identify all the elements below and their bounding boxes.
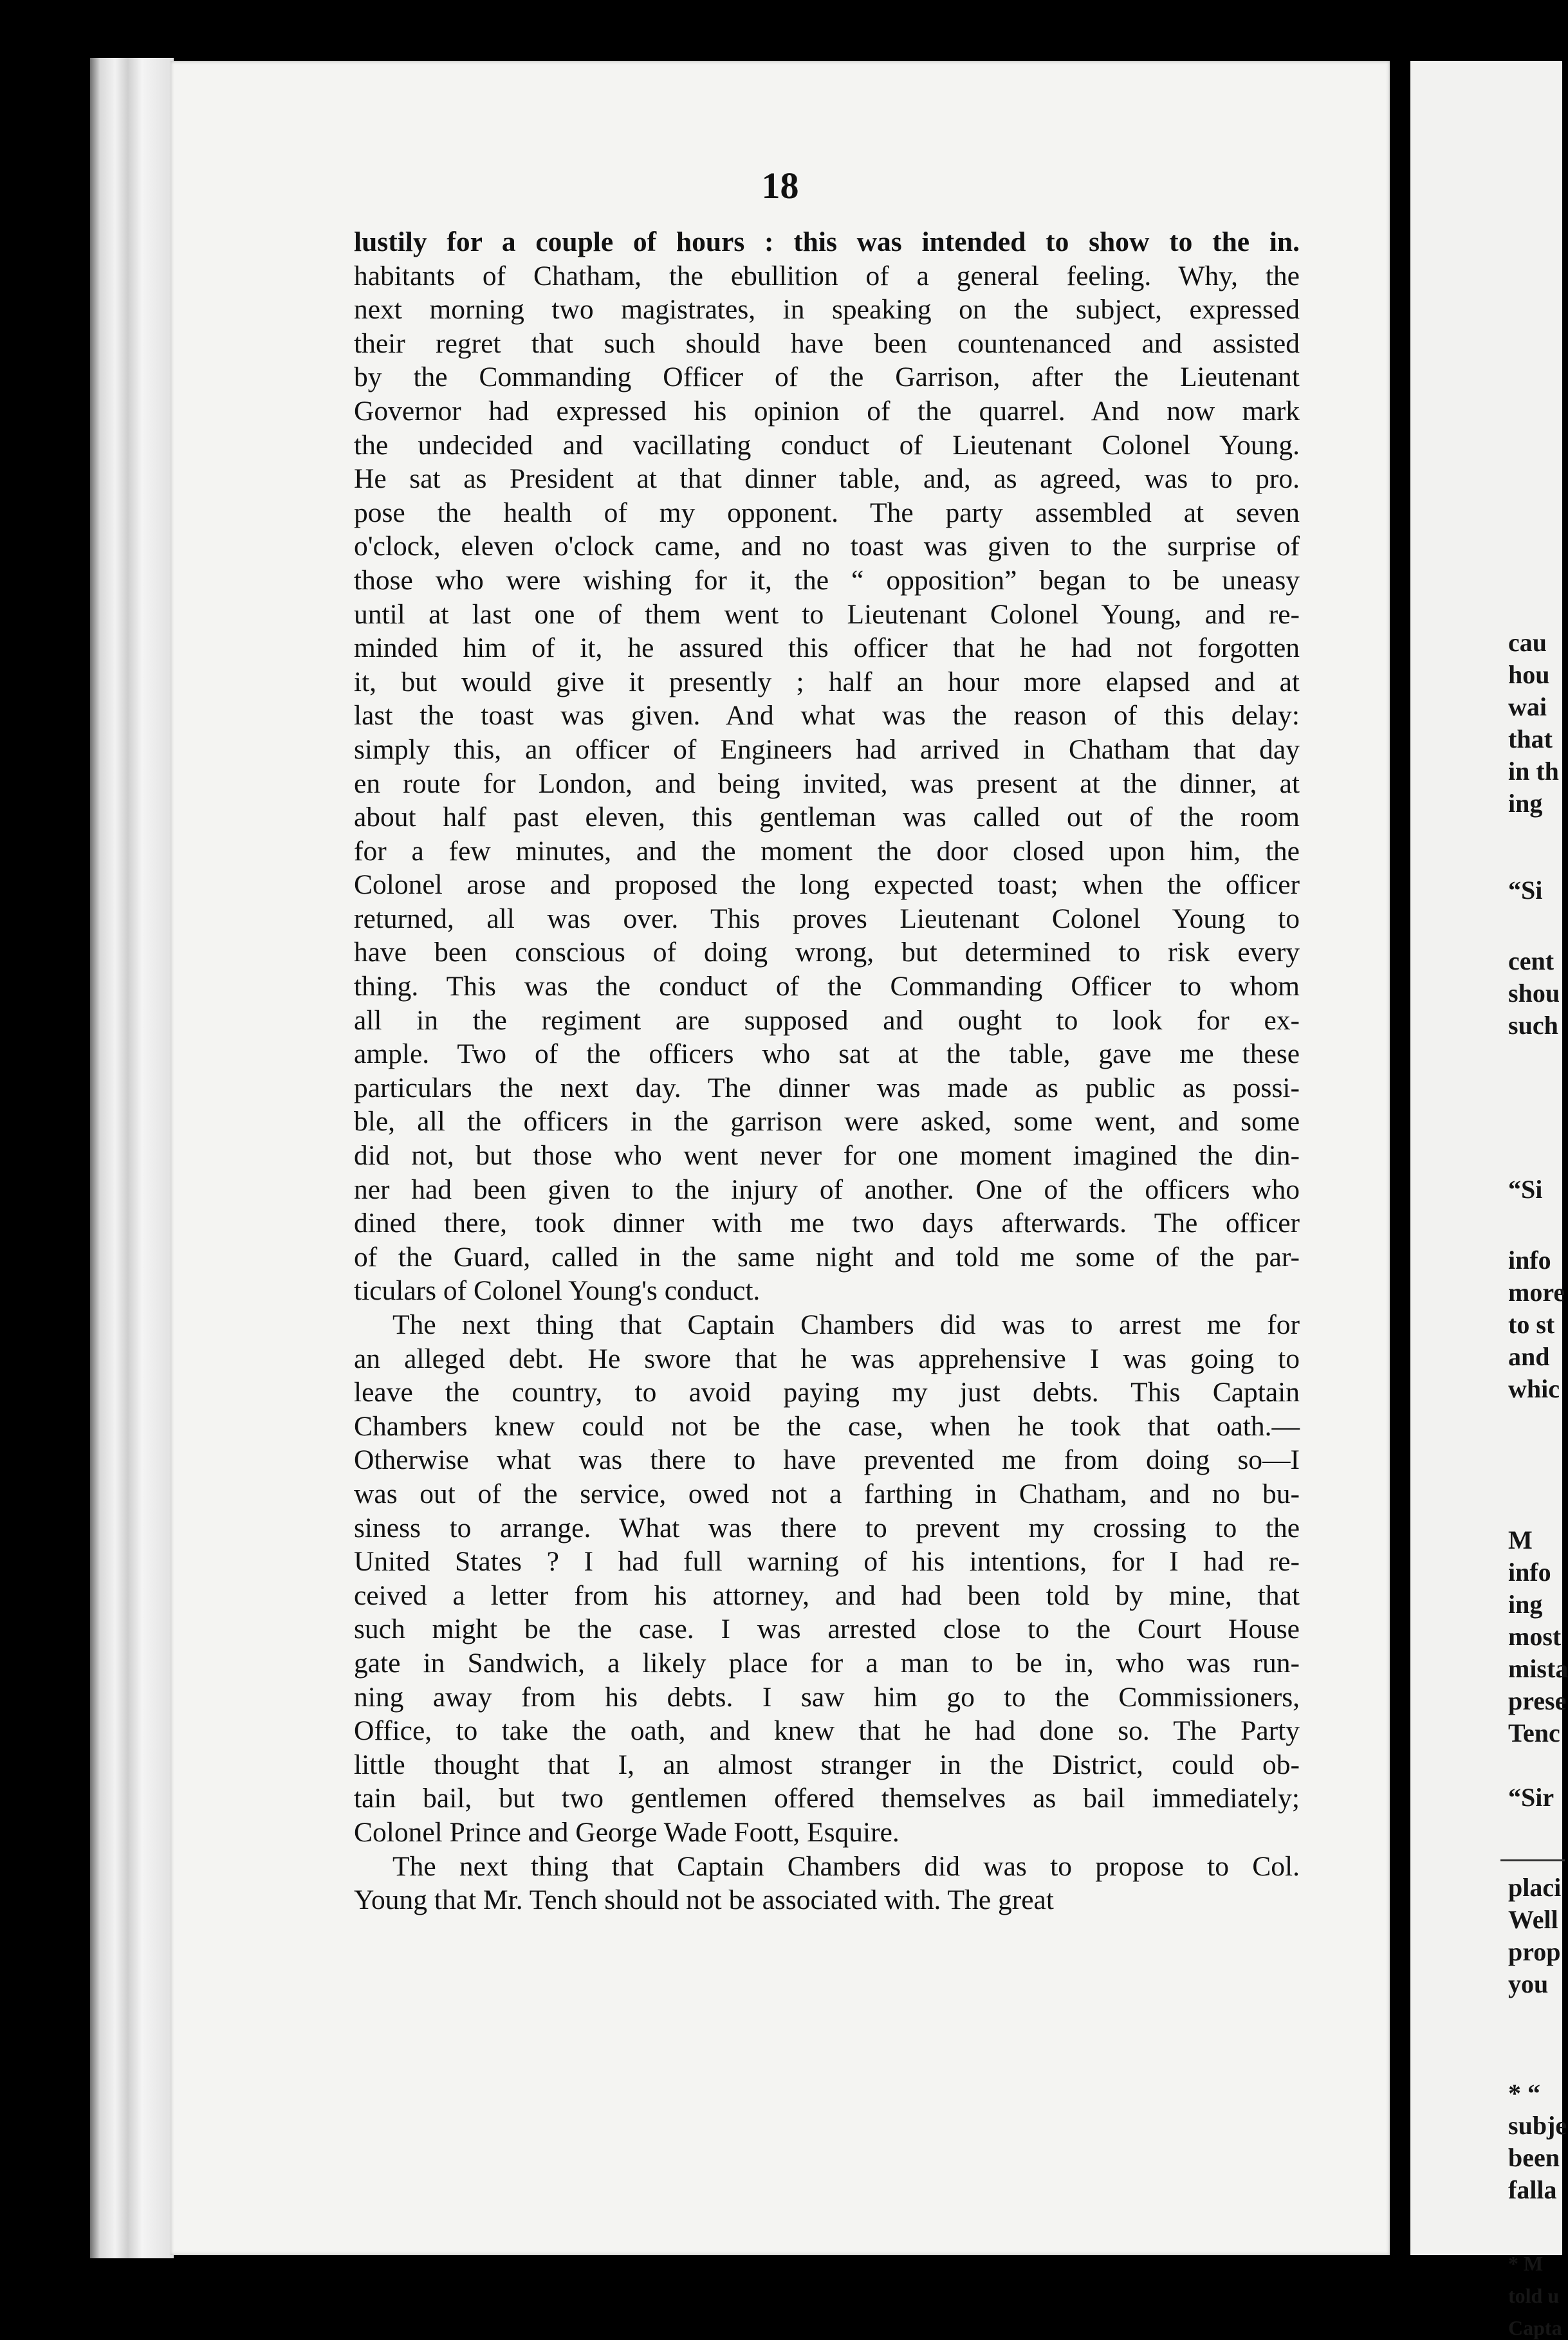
adjacent-page-fragment: Well bbox=[1508, 1905, 1558, 1934]
text-line: until at last one of them went to Lieutenant Colonel Young, and re- bbox=[354, 598, 1300, 630]
text-line: thing. This was the conduct of the Commanding Officer to whom bbox=[354, 971, 1300, 1002]
adjacent-page-fragment: whic bbox=[1508, 1374, 1560, 1403]
text-line: The next thing that Captain Chambers did was to arrest me for bbox=[392, 1309, 1300, 1340]
text-line: for a few minutes, and the moment the door closed upon him, the bbox=[354, 835, 1300, 867]
text-line: ceived a letter from his attorney, and had been told by mine, that bbox=[354, 1580, 1300, 1611]
text-line: lustily for a couple of hours : this was intended to show to the in. bbox=[354, 226, 1300, 257]
text-line: such might be the case. I was arrested close to the Court House bbox=[354, 1614, 1300, 1645]
adjacent-page-fragment: wai bbox=[1508, 692, 1547, 721]
text-line: of the Guard, called in the same night and told me some of the par- bbox=[354, 1241, 1300, 1273]
text-line: it, but would give it presently ; half an hour more elapsed and at bbox=[354, 666, 1300, 697]
adjacent-page-fragment: * M bbox=[1508, 2252, 1544, 2275]
text-line: ble, all the officers in the garrison were asked, some went, and some bbox=[354, 1106, 1300, 1138]
adjacent-page-fragment: info bbox=[1508, 1246, 1551, 1275]
text-line: Colonel arose and proposed the long expected toast; when the officer bbox=[354, 869, 1300, 901]
adjacent-page-fragment: such bbox=[1508, 1011, 1558, 1040]
adjacent-page-fragment: to st bbox=[1508, 1310, 1555, 1339]
text-line: little thought that I, an almost stranger in the District, could ob- bbox=[354, 1749, 1300, 1780]
adjacent-page-fragment: more bbox=[1508, 1278, 1565, 1307]
text-line: Otherwise what was there to have prevented me from doing so—I bbox=[354, 1444, 1300, 1476]
text-line: their regret that such should have been countenanced and assisted bbox=[354, 327, 1300, 359]
text-line: United States ? I had full warning of his intentions, for I had re- bbox=[354, 1546, 1300, 1578]
text-line: dined there, took dinner with me two days afterwards. The officer bbox=[354, 1208, 1300, 1239]
text-line: returned, all was over. This proves Lieutenant Colonel Young to bbox=[354, 903, 1300, 934]
adjacent-page-fragment: “Si bbox=[1508, 876, 1543, 905]
adjacent-page-fragment: in th bbox=[1508, 757, 1559, 786]
adjacent-page-fragment: ing bbox=[1508, 789, 1543, 818]
adjacent-page-fragment: “Sir bbox=[1508, 1783, 1554, 1812]
text-line: an alleged debt. He swore that he was apprehensive I was going to bbox=[354, 1343, 1300, 1374]
text-line: siness to arrange. What was there to prevent my crossing to the bbox=[354, 1512, 1300, 1543]
adjacent-page-edge bbox=[1410, 61, 1568, 2339]
text-line: have been conscious of doing wrong, but determined to risk every bbox=[354, 937, 1300, 968]
text-line: ticulars of Colonel Young's conduct. bbox=[354, 1275, 761, 1307]
text-line: o'clock, eleven o'clock came, and no toast was given to the surprise of bbox=[354, 531, 1300, 562]
text-line: Chambers knew could not be the case, when he took that oath.— bbox=[354, 1410, 1300, 1442]
text-line: tain bail, but two gentlemen offered themselves as bail immediately; bbox=[354, 1783, 1300, 1814]
text-line: habitants of Chatham, the ebullition of a general feeling. Why, the bbox=[354, 260, 1300, 291]
adjacent-page-fragment: cau bbox=[1508, 628, 1547, 657]
adjacent-page-fragment: prese bbox=[1508, 1686, 1567, 1715]
text-line: was out of the service, owed not a farthing in Chatham, and no bu- bbox=[354, 1478, 1300, 1509]
book-page bbox=[171, 61, 1390, 2255]
footnote-rule bbox=[1500, 1859, 1565, 1861]
text-line: Office, to take the oath, and knew that he had done so. The Party bbox=[354, 1715, 1300, 1747]
text-line: particulars the next day. The dinner was made as public as possi- bbox=[354, 1072, 1300, 1103]
adjacent-page-fragment: and bbox=[1508, 1342, 1550, 1371]
text-line: Young that Mr. Tench should not be associated with. The great bbox=[354, 1884, 1054, 1916]
adjacent-page-fragment: most bbox=[1508, 1622, 1562, 1651]
adjacent-page-fragment: prop bbox=[1508, 1937, 1561, 1966]
text-line: ning away from his debts. I saw him go to the Commissioners, bbox=[354, 1681, 1300, 1713]
text-line: minded him of it, he assured this officer that he had not forgotten bbox=[354, 632, 1300, 664]
book-spine bbox=[90, 58, 174, 2258]
page-body-text bbox=[354, 225, 1300, 1917]
adjacent-page-fragment: placi bbox=[1508, 1873, 1562, 1902]
text-line: leave the country, to avoid paying my just debts. This Captain bbox=[354, 1377, 1300, 1408]
text-line: He sat as President at that dinner table, and, as agreed, was to pro. bbox=[354, 463, 1300, 495]
adjacent-page-fragment: Capta bbox=[1508, 2316, 1562, 2339]
page-number: 18 bbox=[761, 165, 799, 207]
adjacent-page-fragment: mista bbox=[1508, 1654, 1568, 1683]
text-line: ner had been given to the injury of another. One of the officers who bbox=[354, 1174, 1300, 1205]
adjacent-page-fragment: Tenc bbox=[1508, 1718, 1560, 1747]
text-line: Governor had expressed his opinion of the quarrel. And now mark bbox=[354, 395, 1300, 427]
text-line: those who were wishing for it, the “ opposition” began to be uneasy bbox=[354, 564, 1300, 596]
adjacent-page-fragment: ing bbox=[1508, 1590, 1543, 1619]
text-line: did not, but those who went never for one moment imagined the din- bbox=[354, 1140, 1300, 1172]
adjacent-page-fragment: told u bbox=[1508, 2284, 1560, 2307]
text-line: next morning two magistrates, in speaking on the subject, expressed bbox=[354, 294, 1300, 326]
text-line: pose the health of my opponent. The party assembled at seven bbox=[354, 497, 1300, 528]
text-line: Colonel Prince and George Wade Foott, Esquire. bbox=[354, 1816, 899, 1848]
text-line: about half past eleven, this gentleman was called out of the room bbox=[354, 802, 1300, 833]
adjacent-page-fragment: you bbox=[1508, 1969, 1549, 1998]
text-line: all in the regiment are supposed and ought to look for ex- bbox=[354, 1004, 1300, 1036]
adjacent-page-fragment: shou bbox=[1508, 979, 1560, 1008]
adjacent-page-fragment: hou bbox=[1508, 660, 1550, 689]
adjacent-page-fragment: * “ bbox=[1508, 2079, 1540, 2108]
text-line: last the toast was given. And what was the reason of this delay: bbox=[354, 700, 1300, 732]
text-line: en route for London, and being invited, was present at the dinner, at bbox=[354, 768, 1300, 799]
adjacent-page-fragment: subje bbox=[1508, 2111, 1567, 2140]
text-line: The next thing that Captain Chambers did was to propose to Col. bbox=[392, 1850, 1300, 1882]
adjacent-page-fragment: been bbox=[1508, 2143, 1560, 2172]
text-line: simply this, an officer of Engineers had arrived in Chatham that day bbox=[354, 733, 1300, 765]
text-line: the undecided and vacillating conduct of Lieutenant Colonel Young. bbox=[354, 429, 1300, 461]
adjacent-page-fragment: falla bbox=[1508, 2175, 1557, 2204]
adjacent-page-fragment: info bbox=[1508, 1558, 1551, 1587]
adjacent-page-fragment: cent bbox=[1508, 946, 1554, 975]
adjacent-page-fragment: “Si bbox=[1508, 1175, 1543, 1204]
adjacent-page-fragment: M bbox=[1508, 1525, 1533, 1554]
text-line: by the Commanding Officer of the Garrison, after the Lieutenant bbox=[354, 362, 1300, 393]
text-line: ample. Two of the officers who sat at the table, gave me these bbox=[354, 1038, 1300, 1070]
adjacent-page-fragment: that bbox=[1508, 724, 1553, 753]
text-line: gate in Sandwich, a likely place for a man to be in, who was run- bbox=[354, 1647, 1300, 1679]
